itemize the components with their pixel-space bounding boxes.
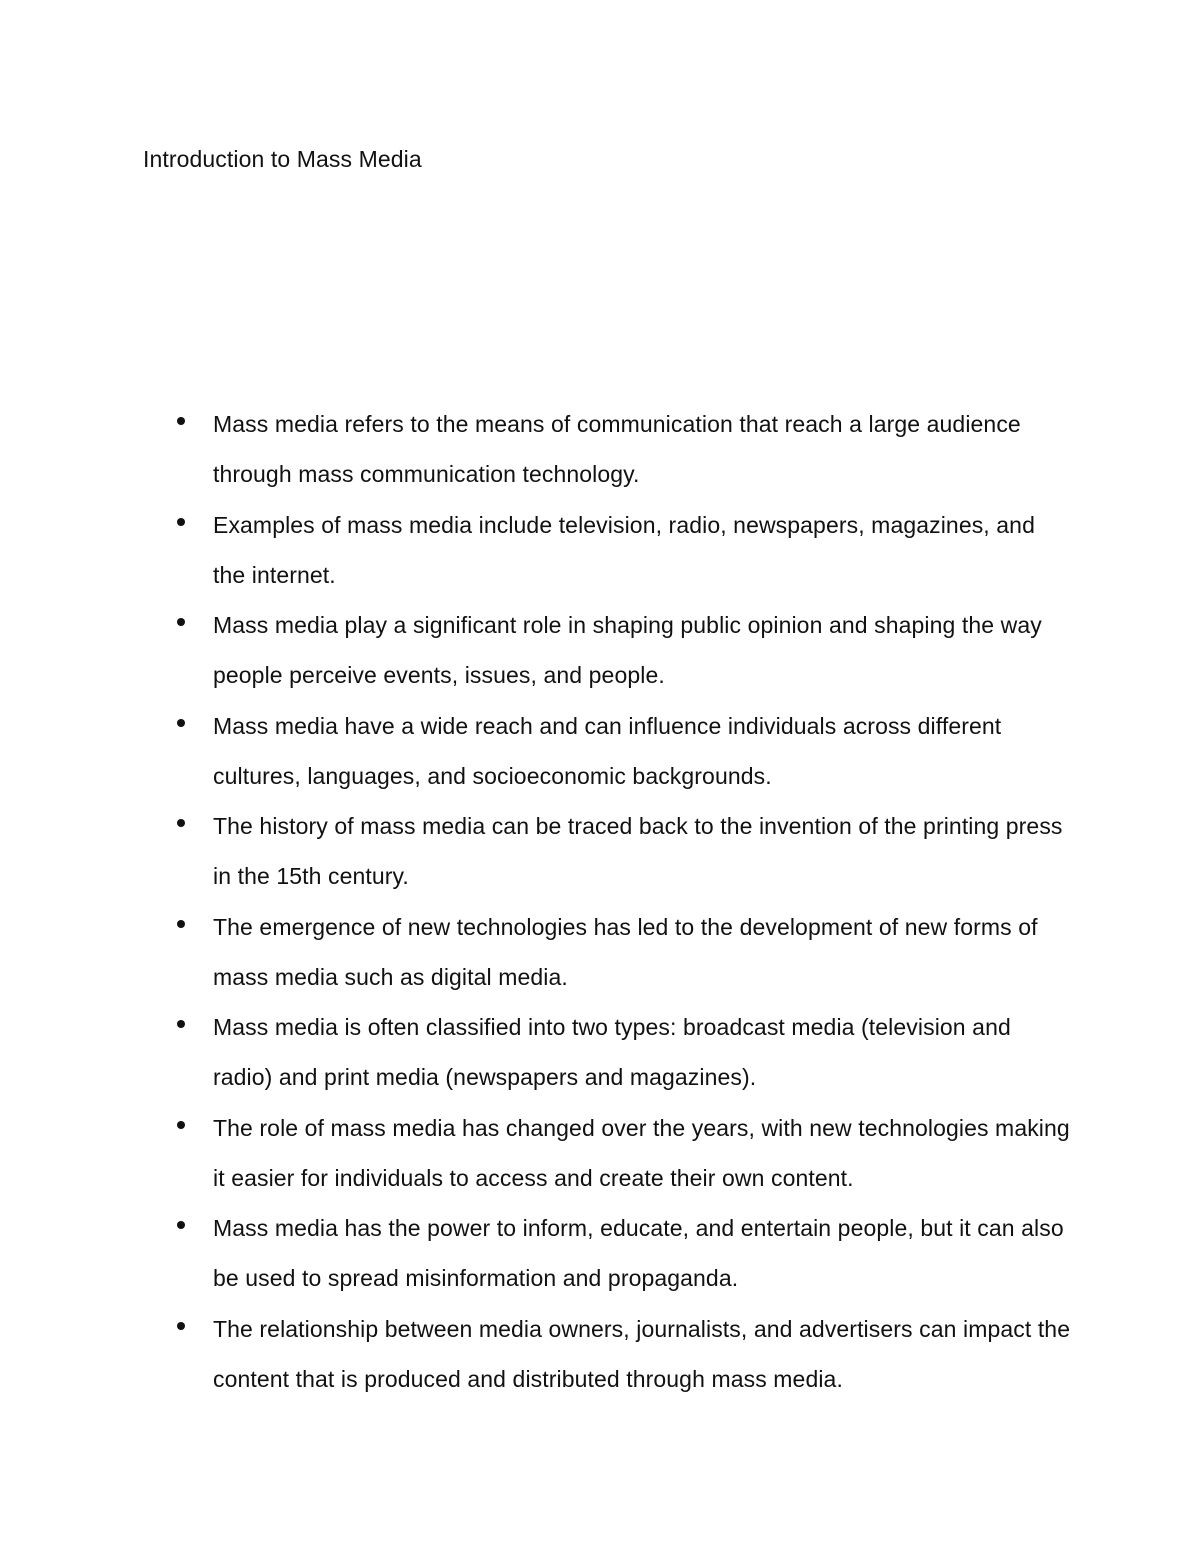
bullet-item [173, 500, 1073, 600]
bullet-point-icon [177, 719, 185, 727]
bullet-point-icon [177, 1020, 185, 1028]
bullet-item [173, 801, 1073, 901]
bullet-point-icon [177, 618, 185, 626]
bullet-text: Mass media refers to the means of communication that reach a large audience through mass communication technology. [213, 411, 1021, 488]
bullet-item [173, 1103, 1073, 1203]
bullet-item [173, 399, 1073, 499]
bullet-text: Mass media have a wide reach and can influence individuals across different cultures, languages, and socioeconomic backgrounds. [213, 712, 1002, 789]
bullet-text: The emergence of new technologies has led to the development of new forms of mass media such as digital media. [213, 913, 1038, 990]
bullet-text: The role of mass media has changed over the years, with new technologies making it easier for individuals to access and create their own content. [213, 1114, 1070, 1191]
bullet-text: Mass media has the power to inform, educate, and entertain people, but it can also be used to spread misinformation and propaganda. [213, 1215, 1064, 1292]
bullet-text: Examples of mass media include television, radio, newspapers, magazines, and the internet. [213, 511, 1035, 588]
bullet-point-icon [177, 1322, 185, 1330]
bullet-point-icon [177, 1121, 185, 1129]
bullet-text: Mass media play a significant role in shaping public opinion and shaping the way people perceive events, issues, and people. [213, 612, 1042, 689]
document-title: Introduction to Mass Media [143, 146, 422, 172]
bullet-point-icon [177, 1221, 185, 1229]
bullet-point-icon [177, 920, 185, 928]
bullet-item [173, 701, 1073, 801]
bullet-point-icon [177, 417, 185, 425]
bullet-item [173, 1203, 1073, 1303]
bullet-point-icon [177, 819, 185, 827]
bullet-item [173, 1002, 1073, 1102]
bullet-text: The history of mass media can be traced back to the invention of the printing press in the 15th century. [213, 813, 1063, 890]
bullet-text: Mass media is often classified into two types: broadcast media (television and radio) and print media (newspapers and magazines). [213, 1014, 1011, 1091]
bullet-text: The relationship between media owners, journalists, and advertisers can impact the content that is produced and distributed through mass media. [213, 1315, 1071, 1392]
bullet-point-icon [177, 518, 185, 526]
bullet-item [173, 902, 1073, 1002]
bullet-item [173, 1304, 1073, 1404]
bullet-item [173, 600, 1073, 700]
